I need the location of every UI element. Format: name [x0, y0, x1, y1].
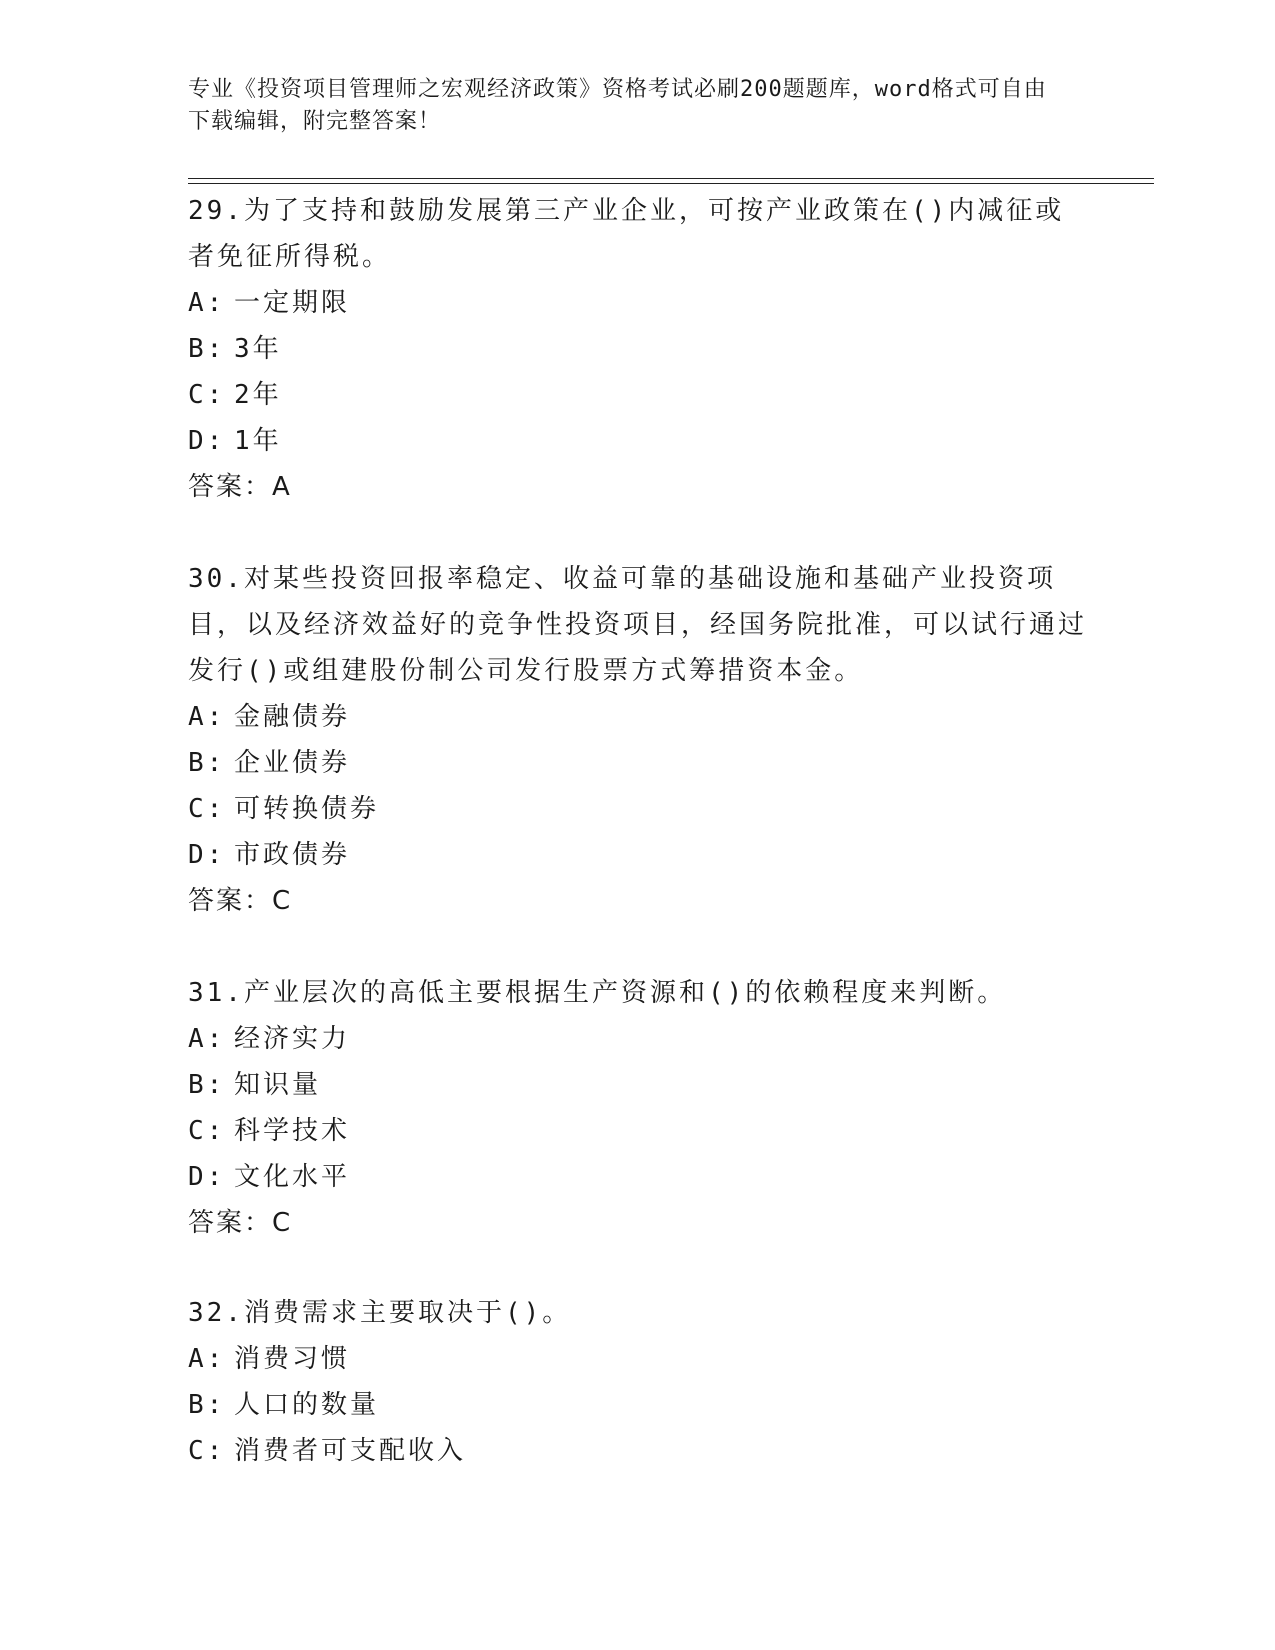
option-letter: B:: [188, 1390, 226, 1420]
option-c: [188, 786, 1088, 832]
option-text: 1年: [234, 426, 282, 456]
option-a: [188, 694, 1088, 740]
option-text: 文化水平: [234, 1162, 351, 1192]
option-letter: B:: [188, 748, 226, 778]
option-letter: B:: [188, 334, 226, 364]
option-b: [188, 740, 1088, 786]
option-letter: D:: [188, 840, 226, 870]
option-d: [188, 832, 1088, 878]
option-a: [188, 1016, 1088, 1062]
option-text: 企业债券: [234, 748, 351, 778]
option-letter: A:: [188, 288, 226, 318]
option-letter: B:: [188, 1070, 226, 1100]
question-30: [188, 556, 1088, 924]
option-d: [188, 1154, 1088, 1200]
option-letter: D:: [188, 426, 226, 456]
option-c: [188, 1108, 1088, 1154]
option-text: 消费者可支配收入: [234, 1436, 467, 1466]
option-letter: C:: [188, 794, 226, 824]
option-text: 可转换债券: [234, 794, 380, 824]
option-letter: C:: [188, 380, 226, 410]
option-letter: D:: [188, 1162, 226, 1192]
question-29: [188, 188, 1088, 510]
option-letter: C:: [188, 1436, 226, 1466]
option-text: 知识量: [234, 1070, 322, 1100]
option-text: 消费习惯: [234, 1344, 351, 1374]
answer-line: 答案：C: [188, 886, 293, 916]
header-divider-top: [188, 178, 1154, 179]
option-a: [188, 280, 1088, 326]
answer-line: 答案：C: [188, 1208, 293, 1238]
question-31: [188, 970, 1088, 1246]
option-letter: C:: [188, 1116, 226, 1146]
option-text: 金融债券: [234, 702, 351, 732]
question-32: [188, 1290, 1088, 1474]
option-text: 市政债券: [234, 840, 351, 870]
option-a: [188, 1336, 1088, 1382]
header-divider-bottom: [188, 183, 1154, 184]
option-b: [188, 326, 1088, 372]
option-text: 2年: [234, 380, 282, 410]
question-stem: 32.消费需求主要取决于()。: [188, 1298, 572, 1328]
option-text: 一定期限: [234, 288, 351, 318]
option-letter: A:: [188, 1344, 226, 1374]
option-text: 经济实力: [234, 1024, 351, 1054]
option-letter: A:: [188, 702, 226, 732]
option-letter: A:: [188, 1024, 226, 1054]
option-b: [188, 1382, 1088, 1428]
option-d: [188, 418, 1088, 464]
option-c: [188, 1428, 1088, 1474]
question-stem: 29.为了支持和鼓励发展第三产业企业，可按产业政策在()内减征或者免征所得税。: [188, 196, 1065, 272]
question-stem: 31.产业层次的高低主要根据生产资源和()的依赖程度来判断。: [188, 978, 1007, 1008]
option-b: [188, 1062, 1088, 1108]
option-text: 科学技术: [234, 1116, 351, 1146]
question-stem: 30.对某些投资回报率稳定、收益可靠的基础设施和基础产业投资项目，以及经济效益好的竞争性投资项目，经国务院批准，可以试行通过发行()或组建股份制公司发行股票方式筹措资本金。: [188, 564, 1088, 686]
document-title: 专业《投资项目管理师之宏观经济政策》资格考试必刷200题题库，word格式可自由下载编辑，附完整答案！: [188, 77, 1047, 134]
option-text: 3年: [234, 334, 282, 364]
option-text: 人口的数量: [234, 1390, 380, 1420]
option-c: [188, 372, 1088, 418]
answer-line: 答案：A: [188, 472, 292, 502]
